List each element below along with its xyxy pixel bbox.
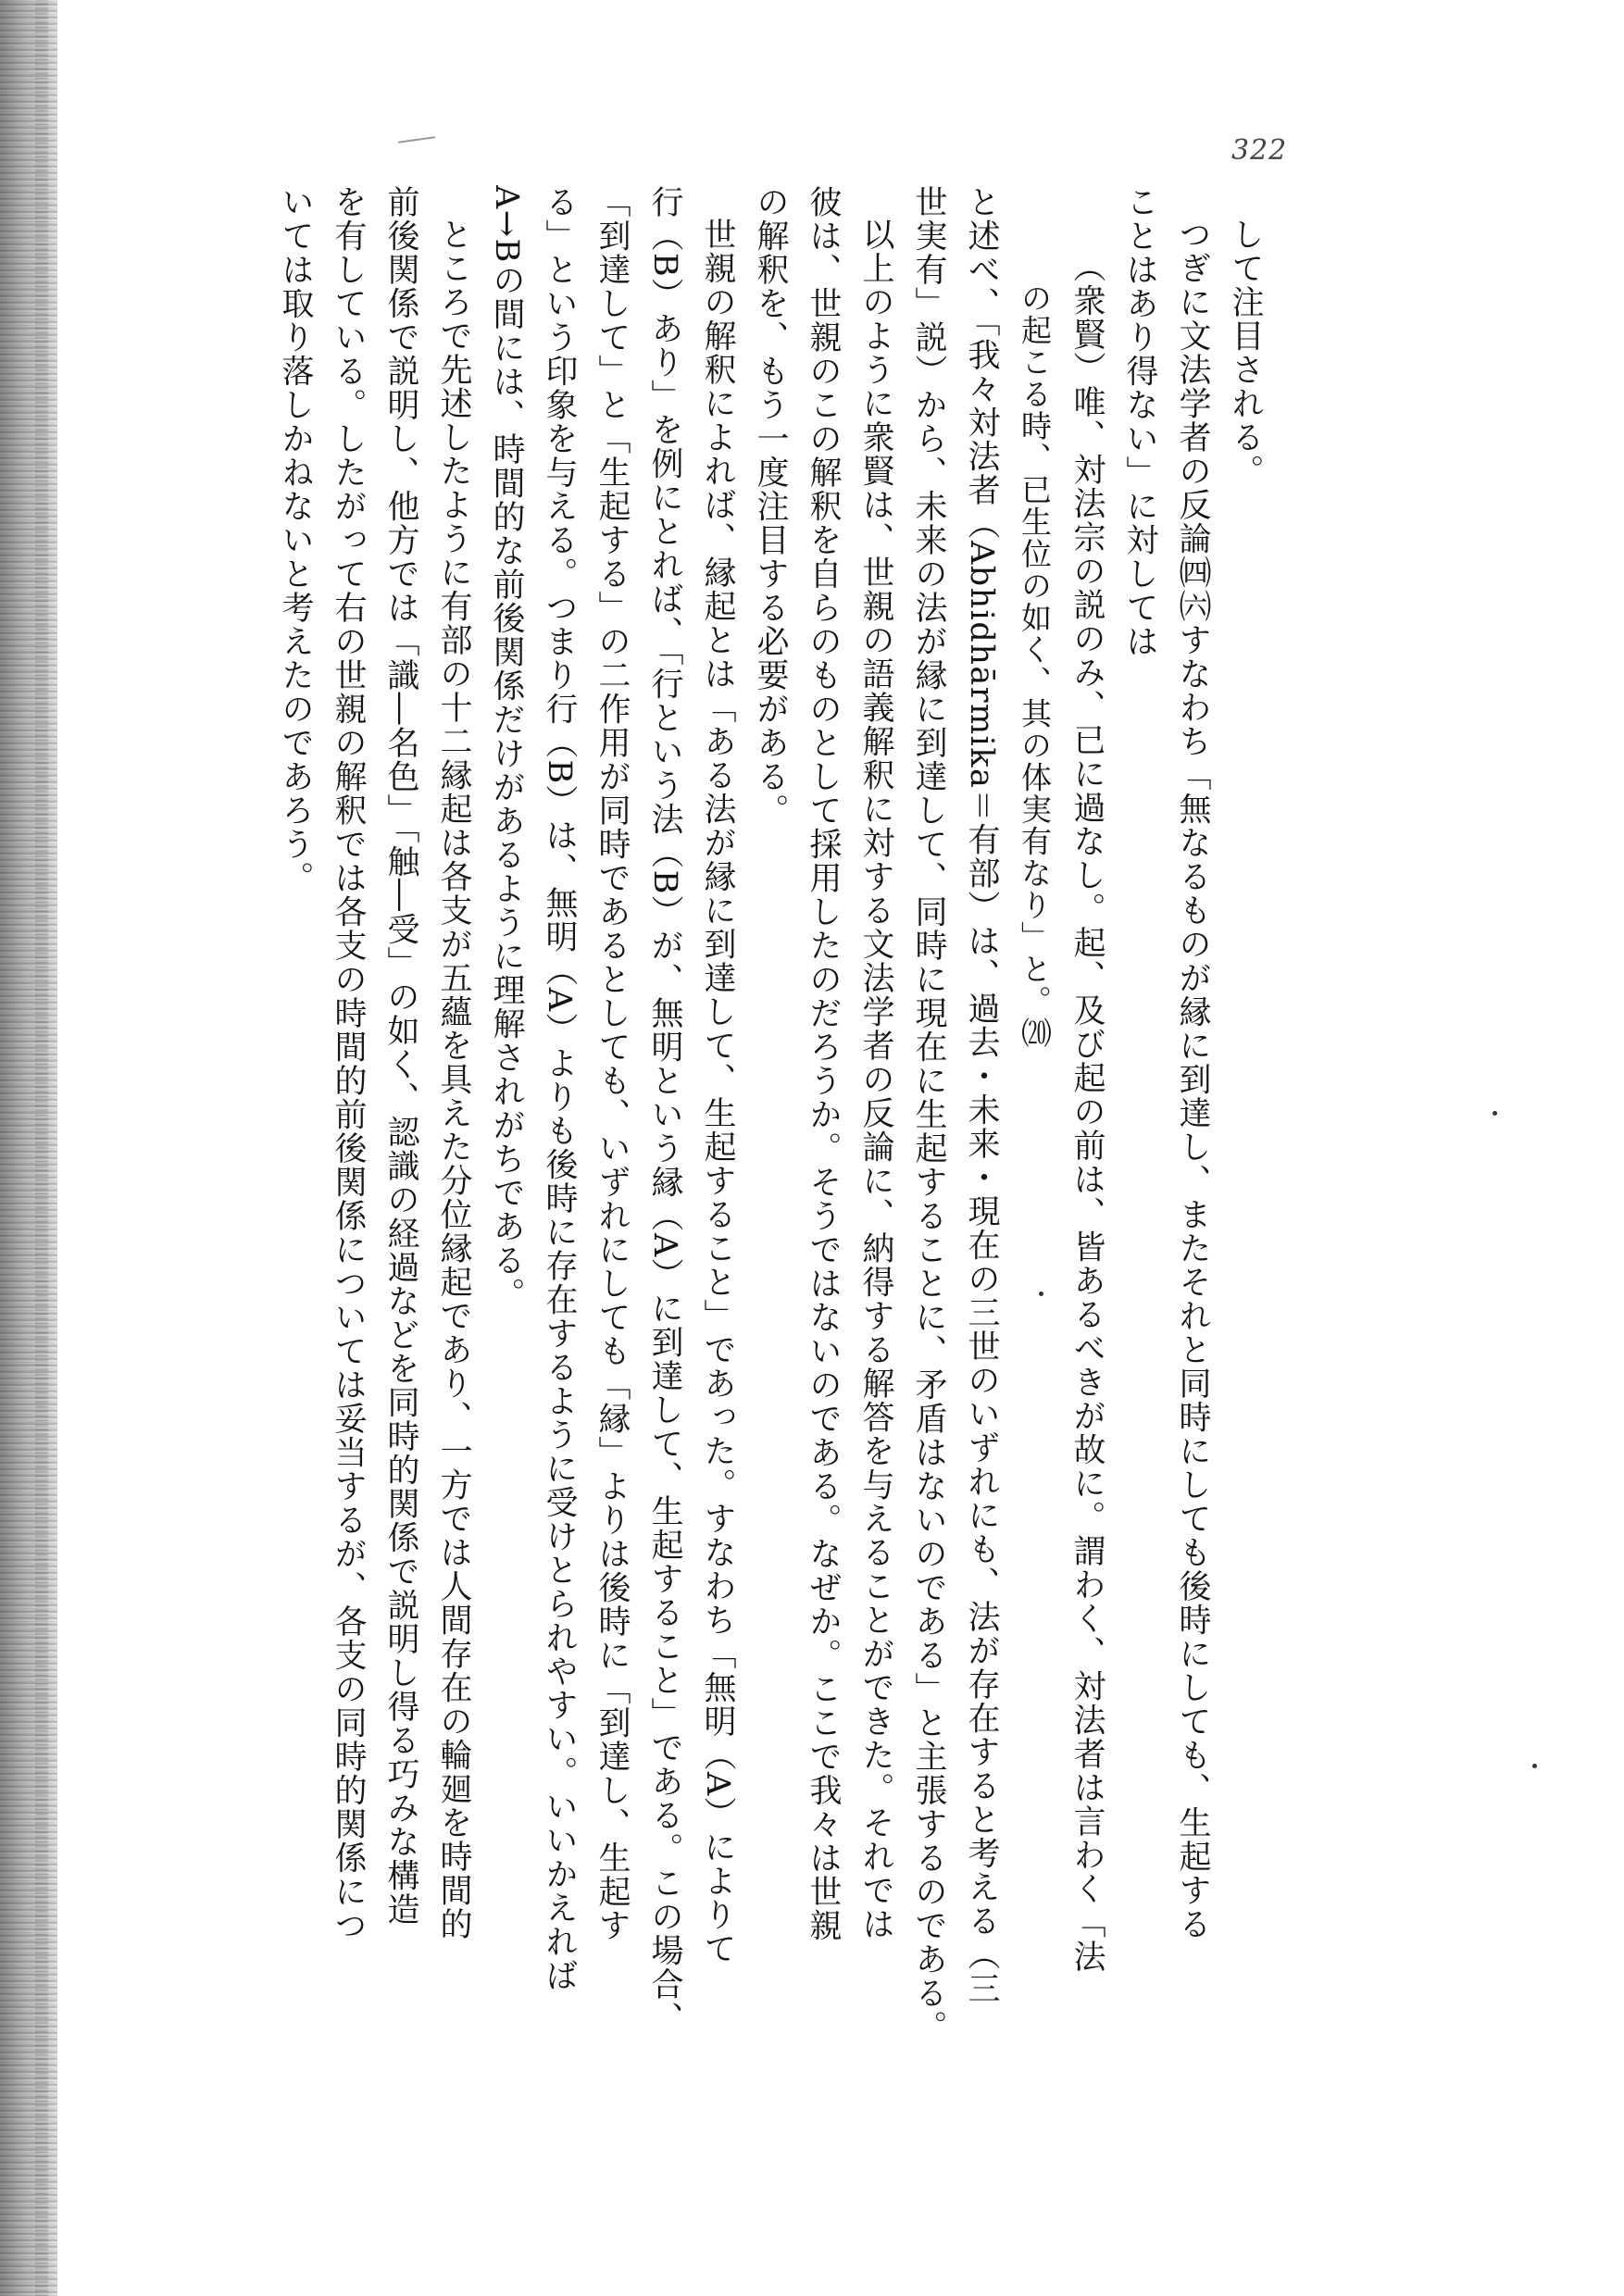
text-line-3: ことはあり得ない」に対しては (1121, 185, 1158, 658)
text-line-13: 「到達して」と「生起する」の二作用が同時であるとしても、いずれにしても「縁」よりは後時に「到達し、生起す (593, 185, 631, 1942)
text-line-18: を有している。したがって右の世親の解釈では各支の時間的前後関係については妥当するが、各支の同時的関係につ (330, 185, 367, 1942)
scan-speck (1493, 1111, 1497, 1116)
scan-speck (1039, 1292, 1043, 1296)
text-line-10: の解釈を、もう一度注目する必要がある。 (752, 185, 789, 828)
page-number: 322 (1231, 134, 1288, 167)
vertical-text-body (111, 185, 1268, 2157)
text-line-17: 前後関係で説明し、他方では「識―名色」「触―受」の如く、認識の経過などを同時的関係で説明し得る巧みな構造 (382, 185, 419, 1927)
text-line-15: A→Bの間には、時間的な前後関係だけがあるように理解されがちである。 (488, 185, 525, 1312)
scan-artifact-mark (398, 136, 435, 144)
text-line-8: 以上のように衆賢は、世親の語義解釈に対する文法学者の反論に、納得する解答を与えることができた。それでは (857, 218, 894, 1941)
text-line-1: して注目される。 (1227, 218, 1264, 488)
scan-speck (1532, 1764, 1537, 1768)
text-line-9: 彼は、世親のこの解釈を自らのものとして採用したのだろうか。そうではないのである。なぜか。ここで我々は世親 (805, 185, 842, 1942)
quote-line-1: （衆賢）唯、対法宗の説のみ、已に過なし。起、及び起の前は、皆あるべきが故に。謂わく、対法者は言わく「法 (1068, 250, 1106, 1974)
text-line-19: いては取り落しかねないと考えたのであろう。 (277, 185, 314, 895)
quote-line-2: の起こる時、已生位の如く、其の体実有なり」と。⒇ (1017, 282, 1053, 1049)
text-line-6: と述べ、「我々対法者（Abhidhārmika＝有部）は、過去・未来・現在の三世のいずれにも、法が存在すると考える（三 (963, 185, 1000, 2006)
text-line-12: 行（B）あり」を例にとれば、「行という法（B）が、無明という縁（A）に到達して、生起すること」である。この場合、 (646, 185, 683, 2036)
text-line-14: る」という印象を与える。つまり行（B）は、無明（A）よりも後時に存在するように受けとられやすい。いいかえれば (541, 185, 578, 1992)
text-line-16: ところで先述したように有部の十二縁起は各支が五蘊を具えた分位縁起であり、一方では人間存在の輪廻を時間的 (435, 218, 472, 1941)
scan-shadow-edge (0, 0, 57, 2296)
text-line-2: つぎに文法学者の反論㈣㈥すなわち「無なるものが縁に到達し、またそれと同時にしても後時にしても、生起する (1174, 218, 1211, 1941)
scan-shadow-texture (35, 0, 48, 2296)
text-line-11: 世親の解釈によれば、縁起とは「ある法が縁に到達して、生起すること」であった。すなわち「無明（A）によりて (699, 218, 736, 1966)
text-line-7: 世実有」説）から、未来の法が縁に到達して、同時に現在に生起することに、矛盾はないのである」と主張するのである。 (910, 185, 947, 2044)
